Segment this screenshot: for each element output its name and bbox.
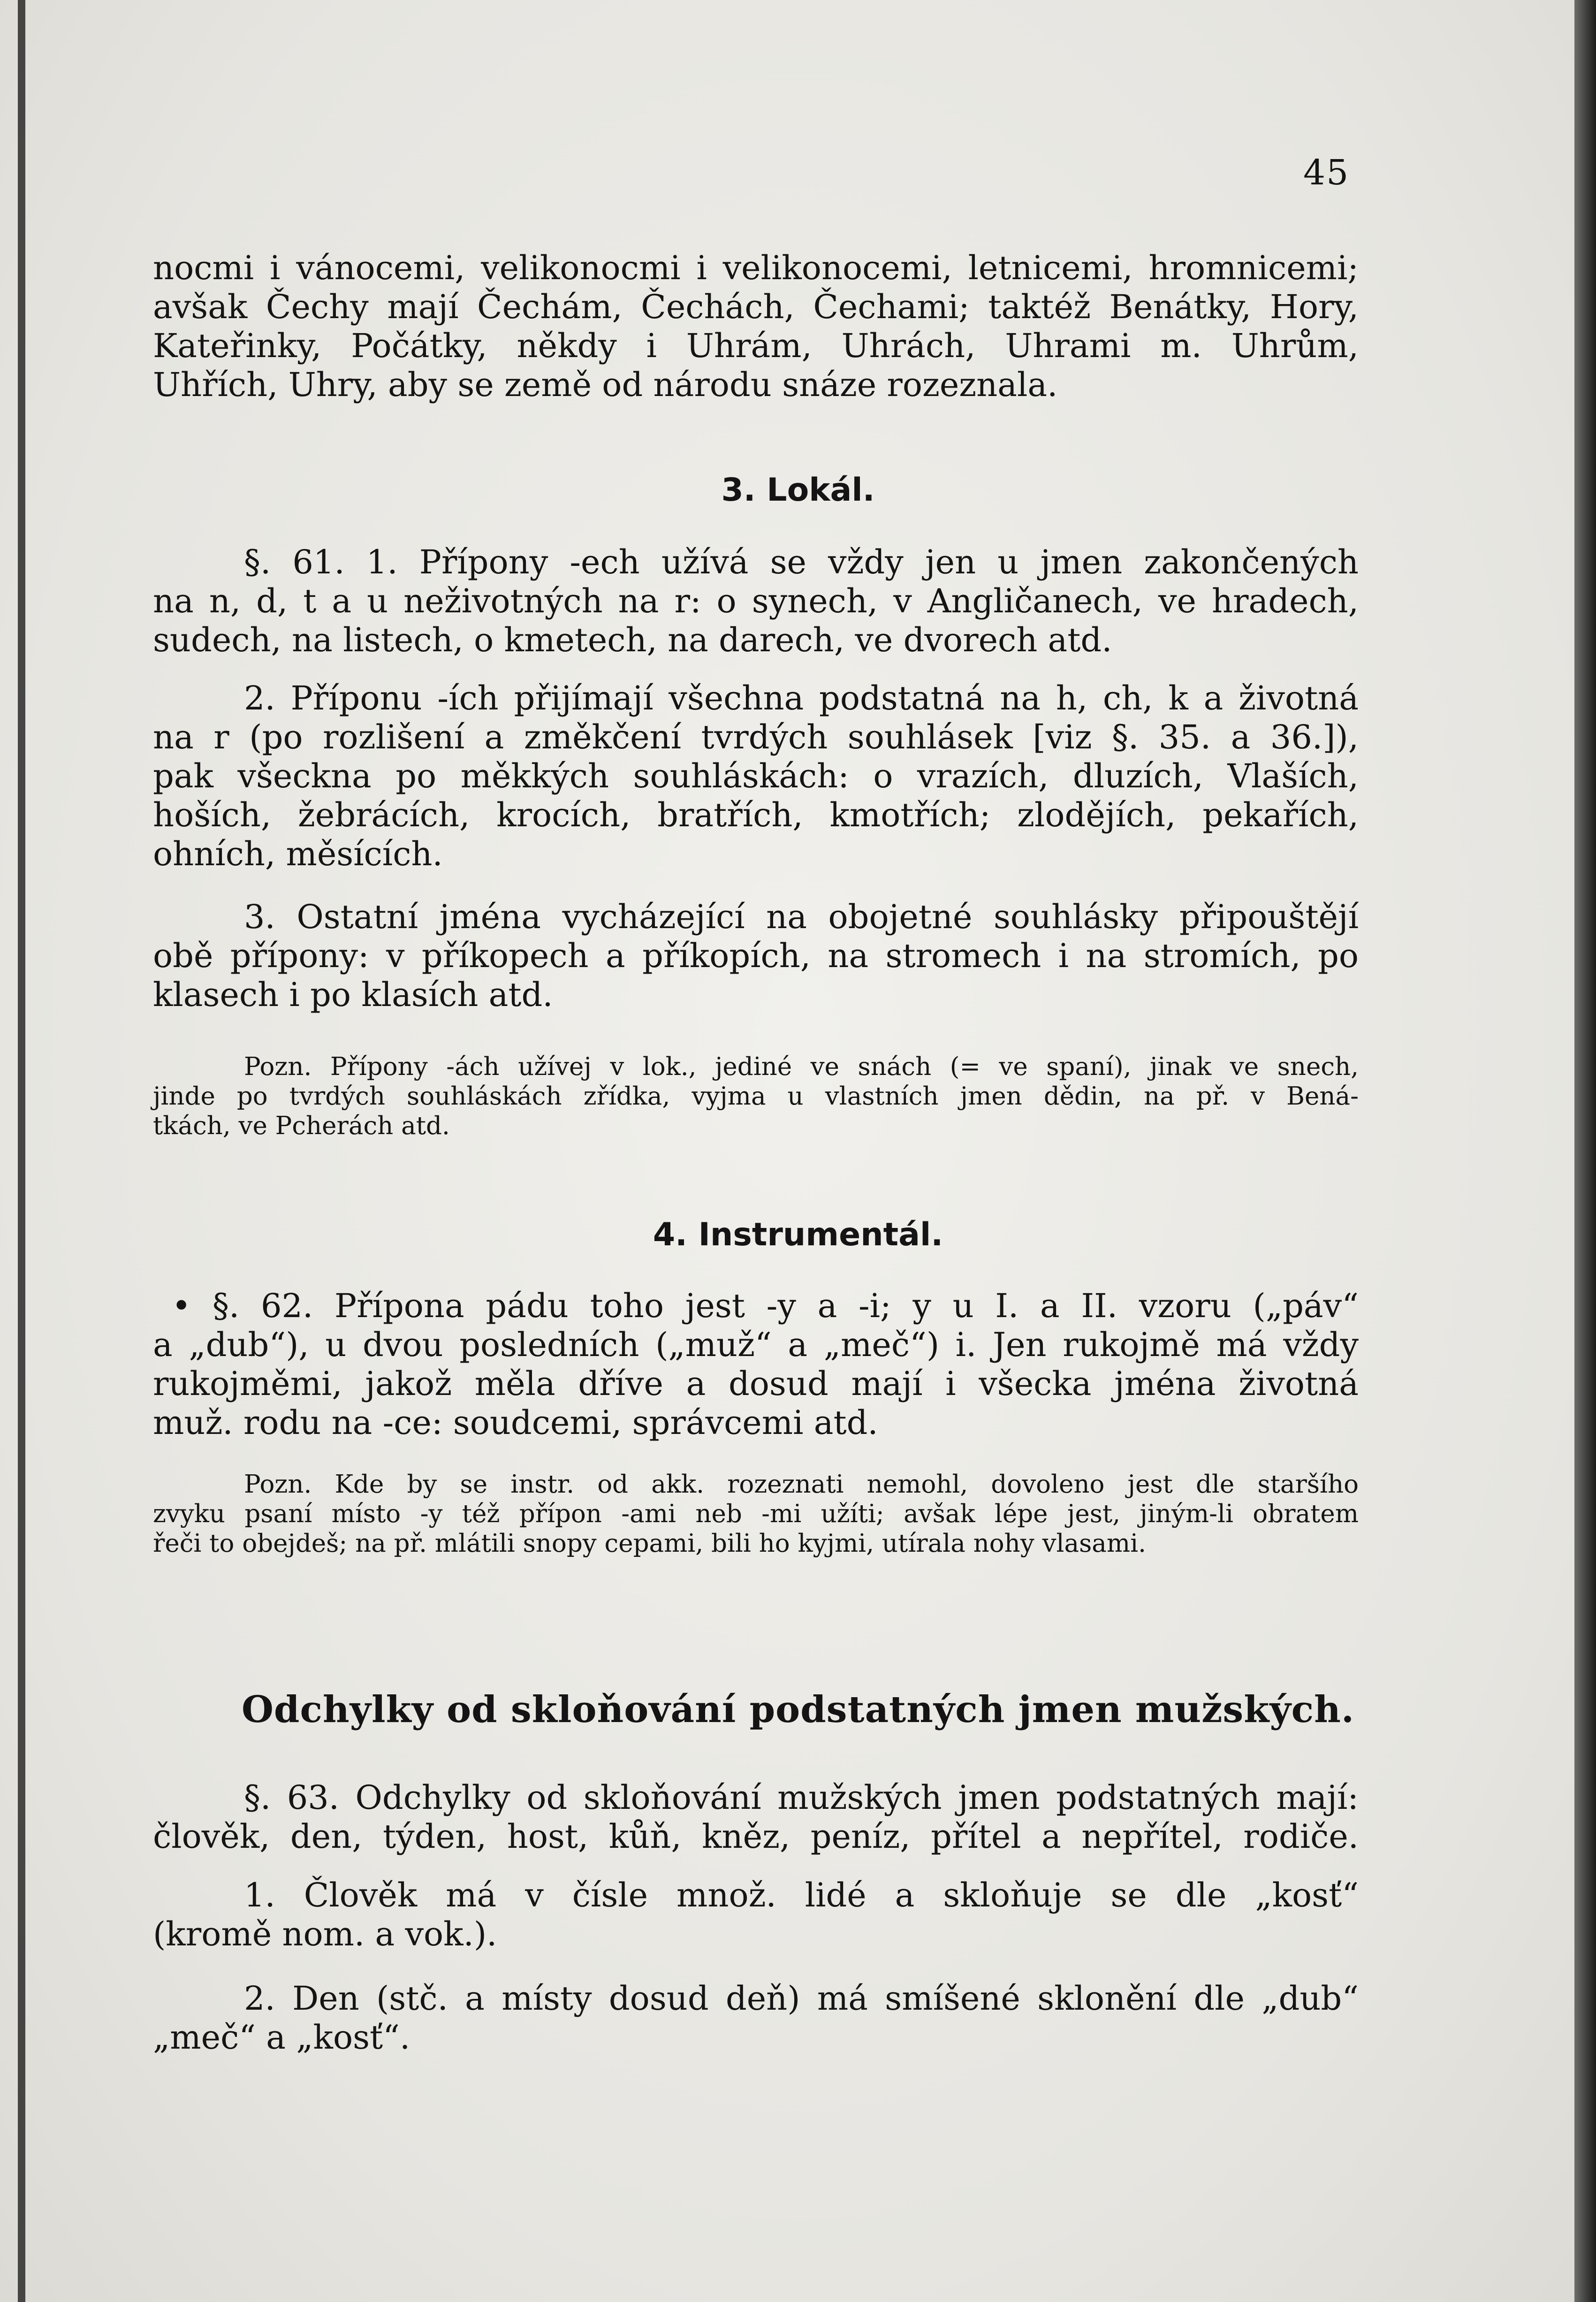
note-line: jinde po tvrdých souhláskách zřídka, vyjma u vlastních jmen dědin, na př. v Bená- <box>153 1082 1359 1111</box>
text-line: rukojměmi, jakož měla dříve a dosud mají i všecka jména životná <box>153 1364 1359 1403</box>
note-line: tkách, ve Pcherách atd. <box>153 1112 450 1140</box>
text-line: na n, d, t a u neživotných na r: o synech, v Angličanech, ve hradech, <box>153 582 1359 620</box>
paragraph-63-2 <box>153 1979 1359 2057</box>
note-line: Pozn. Přípony -ách užívej v lok., jediné ve snách (= ve spaní), jinak ve snech, <box>244 1052 1359 1081</box>
note-2 <box>153 1470 1359 1558</box>
note-line: Pozn. Kde by se instr. od akk. rozeznati nemohl, dovoleno jest dle staršího <box>244 1470 1359 1499</box>
text-line: hoších, žebrácích, krocích, bratřích, kmotřích; zlodějích, pekařích, <box>153 796 1359 834</box>
text-line: 1. Člověk má v čísle množ. lidé a skloňuje se dle „kosť“ <box>244 1876 1359 1914</box>
text-line: nocmi i vánocemi, velikonocmi i velikonocemi, letnicemi, hromnicemi; <box>153 249 1359 287</box>
text-line: §. 61. 1. Přípony -ech užívá se vždy jen u jmen zakončených <box>244 543 1359 581</box>
text-line: 3. Ostatní jména vycházející na obojetné souhlásky připouštějí <box>244 898 1359 936</box>
text-line: ohních, měsících. <box>153 835 443 873</box>
text-line: pak všeckna po měkkých souhláskách: o vrazích, dluzích, Vlaších, <box>153 757 1359 795</box>
page-number: 45 <box>1303 152 1350 193</box>
text-line: muž. rodu na -ce: soudcemi, správcemi atd. <box>153 1403 878 1442</box>
note-1 <box>153 1052 1359 1141</box>
section-title: Odchylky od skloňování podstatných jmen mužských. <box>241 1688 1354 1731</box>
text-line: 2. Příponu -ích přijímají všechna podstatná na h, ch, k a životná <box>244 679 1359 717</box>
scan-right-edge <box>1574 0 1596 2302</box>
note-line: řeči to obejdeš; na př. mlátili snopy cepami, bili ho kyjmi, utírala nohy vlasami. <box>153 1529 1146 1558</box>
paragraph-61-3 <box>153 898 1359 1014</box>
intro-paragraph <box>153 249 1359 404</box>
paragraph-62 <box>153 1287 1359 1442</box>
paragraph-63-1 <box>153 1876 1359 1954</box>
text-line: klasech i po klasích atd. <box>153 976 553 1014</box>
text-line: Kateřinky, Počátky, někdy i Uhrám, Uhrách, Uhrami m. Uhrům, <box>153 327 1359 365</box>
text-line: člověk, den, týden, host, kůň, kněz, peníz, přítel a nepřítel, rodiče. <box>153 1817 1359 1856</box>
text-line: a „dub“), u dvou posledních („muž“ a „meč“) i. Jen rukojmě má vždy <box>153 1326 1359 1364</box>
scan-left-edge <box>18 0 25 2302</box>
paragraph-61-2 <box>153 679 1359 874</box>
text-line: • §. 62. Přípona pádu toho jest -y a -i; y u I. a II. vzoru („páv“ <box>172 1287 1359 1325</box>
text-line: §. 63. Odchylky od skloňování mužských jmen podstatných mají: <box>244 1778 1359 1817</box>
text-line: 2. Den (stč. a místy dosud deň) má smíšené sklonění dle „dub“ <box>244 1979 1359 2018</box>
text-line: „meč“ a „kosť“. <box>153 2018 410 2057</box>
text-line: avšak Čechy mají Čechám, Čechách, Čechami; taktéž Benátky, Hory, <box>153 288 1359 326</box>
text-line: (kromě nom. a vok.). <box>153 1915 497 1953</box>
text-line: na r (po rozlišení a změkčení tvrdých souhlásek [viz §. 35. a 36.]), <box>153 718 1359 756</box>
paragraph-61-1 <box>153 543 1359 660</box>
note-line: zvyku psaní místo -y též přípon -ami neb -mi užíti; avšak lépe jest, jiným-li obratem <box>153 1500 1359 1528</box>
text-line: Uhřích, Uhry, aby se země od národu snáze rozeznala. <box>153 366 1058 404</box>
heading-lokal: 3. Lokál. <box>721 472 875 509</box>
heading-instrumental: 4. Instrumentál. <box>653 1216 943 1253</box>
text-line: obě přípony: v příkopech a příkopích, na stromech i na stromích, po <box>153 937 1359 975</box>
text-line: sudech, na listech, o kmetech, na darech, ve dvorech atd. <box>153 621 1112 659</box>
paragraph-63 <box>153 1778 1359 1856</box>
